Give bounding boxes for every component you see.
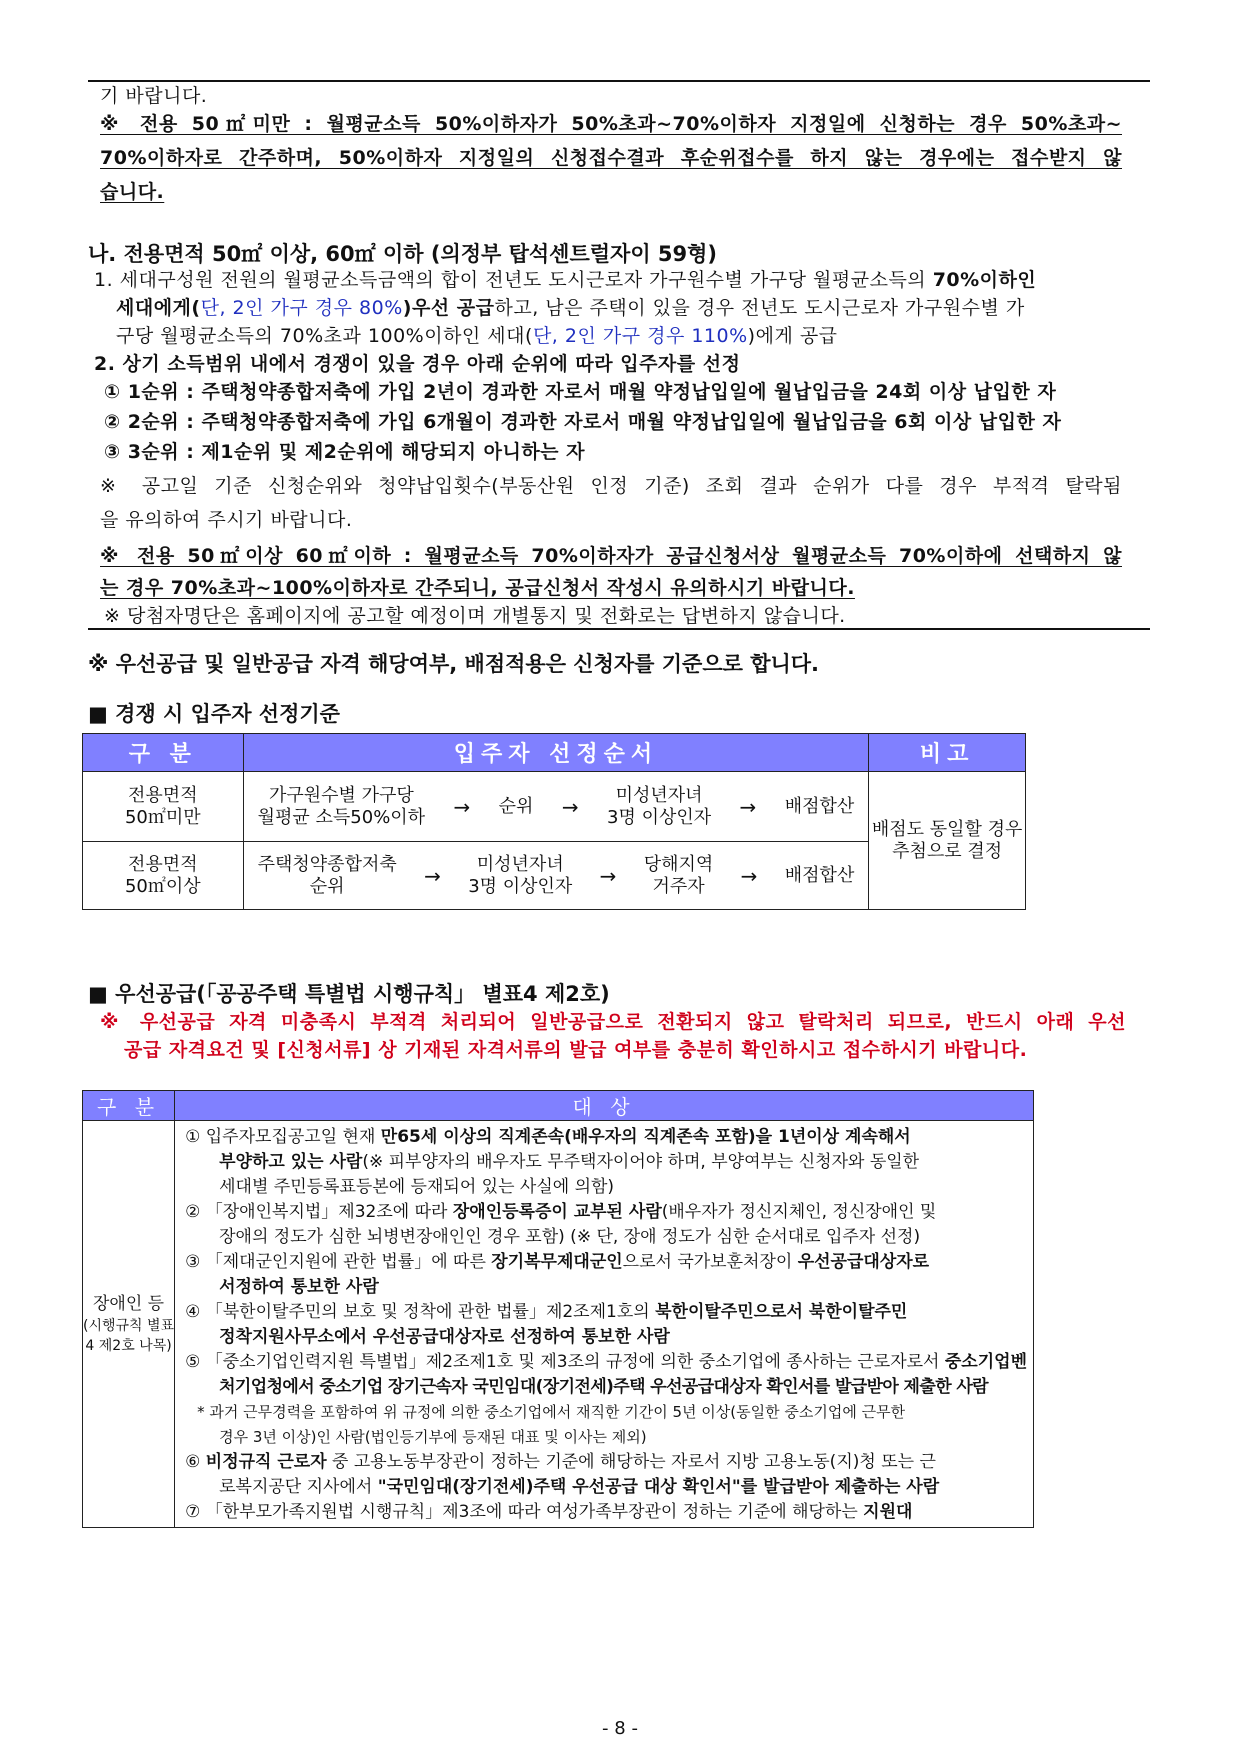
list-item: ③ 「제대군인지원에 관한 법률」에 따른 장기복무제대군인으로서 국가보훈처장이 우선공급대상자로 [185, 1252, 930, 1272]
page-number: - 8 - [602, 1718, 638, 1739]
item1-line3: 구당 월평균소득의 70%초과 100%이하인 세대(단, 2인 가구 경우 110%)에게 공급 [116, 325, 838, 347]
item1-line1: 1. 세대구성원 전원의 월평균소득금액의 합이 전년도 도시근로자 가구원수별 가구당 월평균소득의 70%이하인 [94, 269, 1037, 291]
category-under50: 전용면적 50㎡미만 [83, 772, 244, 842]
note-under50-line1: ※ 전용 50㎡미만 : 월평균소득 50%이하자가 50%초과~70%이하자 지정일에 신청하는 경우 50%초과~ [100, 113, 1122, 135]
category-disabled: 장애인 등 (시행규칙 별표4 제2호 나목) [83, 1121, 175, 1528]
step-income: 가구원수별 가구당 월평균 소득50%이하 [257, 784, 426, 828]
header-category: 구 분 [83, 734, 244, 772]
header-target: 대 상 [175, 1091, 1034, 1121]
step-local-resident: 당해지역 거주자 [643, 853, 714, 897]
arrow-icon: → [599, 863, 617, 888]
table-row [83, 1121, 1034, 1528]
item1-line2: 세대에게(단, 2인 가구 경우 80%)우선 공급하고, 남은 주택이 있을 경우 전년도 도시근로자 가구원수별 가 [116, 297, 1025, 319]
note2-line2: 을 유의하여 주시기 바랍니다. [100, 509, 353, 531]
section-rule [88, 628, 1150, 630]
step-rank: 순위 [498, 795, 534, 817]
arrow-icon: → [561, 794, 579, 819]
priority-warning-line1: ※ 우선공급 자격 미충족시 부적격 처리되어 일반공급으로 전환되지 않고 탈락처리 되므로, 반드시 아래 우선 [100, 1011, 1126, 1033]
note3-line2: 는 경우 70%초과~100%이하자로 간주되니, 공급신청서 작성시 유의하시기 바랍니다. [100, 577, 855, 599]
rank1: ① 1순위 : 주택청약종합저축에 가입 2년이 경과한 자로서 매월 약정납입일에 월납입금을 24회 이상 납입한 자 [104, 381, 1057, 403]
competition-title: ■ 경쟁 시 입주자 선정기준 [88, 702, 340, 726]
header-order: 입주자 선정순서 [243, 734, 869, 772]
note3-line1: ※ 전용 50㎡이상 60㎡이하 : 월평균소득 70%이하자가 공급신청서상 월평균소득 70%이하에 선택하지 않 [100, 545, 1122, 567]
note-under50-line2: 70%이하자로 간주하며, 50%이하자 지정일의 신청접수결과 후순위접수를 하지 않는 경우에는 접수받지 않 [100, 147, 1122, 169]
list-item: ④ 「북한이탈주민의 보호 및 정착에 관한 법률」제2조제1호의 북한이탈주민으로서 북한이탈주민 [185, 1302, 908, 1322]
list-item: ⑦ 「한부모가족지원법 시행규칙」제3조에 따라 여성가족부장관이 정하는 기준에 해당하는 지원대 [185, 1502, 913, 1522]
step-minor-children: 미성년자녀 3명 이상인자 [607, 784, 712, 828]
applicant-basis-note: ※ 우선공급 및 일반공급 자격 해당여부, 배점적용은 신청자를 기준으로 합니다. [88, 652, 820, 676]
category-over50: 전용면적 50㎡이상 [83, 842, 244, 910]
header-category: 구 분 [83, 1091, 175, 1121]
list-item: ⑤ 「중소기업인력지원 특별법」제2조제1호 및 제3조의 규정에 의한 중소기업에 종사하는 근로자로서 중소기업벤 [185, 1352, 1027, 1372]
step-score-sum: 배점합산 [784, 795, 855, 817]
note4: ※ 당첨자명단은 홈페이지에 공고할 예정이며 개별통지 및 전화로는 답변하지 않습니다. [104, 605, 846, 627]
step-score-sum: 배점합산 [784, 864, 855, 886]
arrow-icon: → [424, 863, 441, 888]
note2-line1: ※ 공고일 기준 신청순위와 청약납입횟수(부동산원 인정 기준) 조회 결과 순위가 다를 경우 부적격 탈락됨 [100, 475, 1122, 497]
arrow-icon: → [739, 794, 757, 819]
priority-warning-line2: 공급 자격요건 및 [신청서류] 상 기재된 자격서류의 발급 여부를 충분히 확인하시고 접수하시기 바랍니다. [124, 1039, 1028, 1061]
arrow-icon: → [453, 794, 471, 819]
rank2: ② 2순위 : 주택청약종합저축에 가입 6개월이 경과한 자로서 매월 약정납입일에 월납입금을 6회 이상 납입한 자 [104, 411, 1062, 433]
top-rule [88, 80, 1150, 82]
note-under50-line3: 습니다. [100, 181, 165, 203]
order-flow-over50 [243, 842, 869, 910]
list-item: ① 입주자모집공고일 현재 만65세 이상의 직계존속(배우자의 직계존속 포함)을 1년이상 계속해서 [185, 1127, 911, 1147]
order-flow-under50 [243, 772, 869, 842]
table-row [83, 772, 1026, 842]
item2: 2. 상기 소득범위 내에서 경쟁이 있을 경우 아래 순위에 따라 입주자를 선정 [94, 353, 741, 375]
rank3: ③ 3순위 : 제1순위 및 제2순위에 해당되지 아니하는 자 [104, 441, 585, 463]
step-savings-rank: 주택청약종합저축 순위 [257, 853, 397, 897]
arrow-icon: → [740, 863, 758, 888]
continuation-text: 기 바랍니다. [100, 85, 208, 107]
list-item: ② 「장애인복지법」제32조에 따라 장애인등록증이 교부된 사람(배우자가 정신지체인, 정신장애인 및 [185, 1202, 937, 1222]
remark-cell: 배점도 동일할 경우 추첨으로 결정 [869, 772, 1026, 910]
target-list: ① 입주자모집공고일 현재 만65세 이상의 직계존속(배우자의 직계존속 포함)을 1년이상 계속해서 부양하고 있는 사람(※ 피부양자의 배우자도 무주택자이어야 하며, 부양여부는 신청자와 동일한 세대별 주민등록표등본에 등재되어 있는 사실에 의함) ② 「장애인복지법」제32조에 따라 장애인등록증이 교부된 사람(배우자가 정신지체인, 정신장애인 및 장애의 정도가 심한 뇌병변장애인인 경우 포함) (※ 단, 장애 정도가 심한 순서대로 입주자 선정) ③ 「제대군인지원에 관한 법률」에 따른 장기복무제대군인으로서 국가보훈처장이 우선공급대상자로 서정하여 통보한 사람 ④ 「북한이탈주민의 보호 및 정착에 관한 법률」제2조제1호의 북한이탈주민으로서 북한이탈주민 정착지원사무소에서 우선공급대상자로 선정하여 통보한 사람 ⑤ 「중소기업인력지원 특별법」제2조제1호 및 제3조의 규정에 의한 중소기업에 종사하는 근로자로서 중소기업벤 처기업청에서 중소기업 장기근속자 국민임대(장기전세)주택 우선공급대상자 확인서를 발급받아 제출한 사람 * 과거 근무경력을 포함하여 위 규정에 의한 중소기업에서 재직한 기간이 5년 이상(동일한 중소기업에 근무한 경우 3년 이상)인 사람(법인등기부에 등재된 대표 및 이사는 제외) ⑥ 비정규직 근로자 중 고용노동부장관이 정하는 기준에 해당하는 자로서 지방 고용노동(지)청 또는 근 로복지공단 지사에서 "국민임대(장기전세)주택 우선공급 대상 확인서"를 발급받아 제출하는 사람 ⑦ 「한부모가족지원법 시행규칙」제3조에 따라 여성가족부장관이 정하는 기준에 해당하는 지원대 [175, 1121, 1034, 1528]
priority-table [82, 1090, 1034, 1528]
competition-table [82, 733, 1026, 910]
step-minor-children: 미성년자녀 3명 이상인자 [468, 853, 573, 897]
list-item: ⑥ 비정규직 근로자 중 고용노동부장관이 정하는 기준에 해당하는 자로서 지방 고용노동(지)청 또는 근 [185, 1452, 936, 1472]
section-na-title: 나. 전용면적 50㎡ 이상, 60㎡ 이하 (의정부 탑석센트럴자이 59형) [88, 242, 718, 266]
header-remark: 비고 [869, 734, 1026, 772]
priority-title: ■ 우선공급(「공공주택 특별법 시행규칙」 별표4 제2호) [88, 982, 610, 1006]
